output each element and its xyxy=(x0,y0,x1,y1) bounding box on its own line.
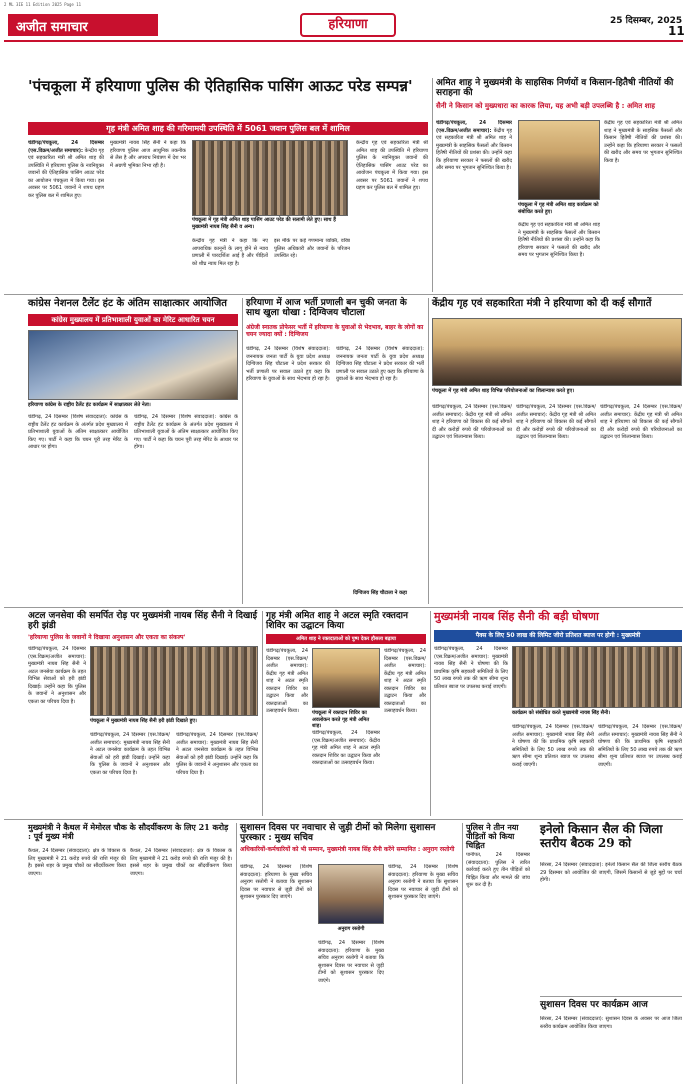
sushasan-portrait xyxy=(318,864,384,924)
column-divider xyxy=(236,823,237,1084)
amit-shah-col-1 xyxy=(436,120,512,292)
lead-col-3: केन्द्रीय गृह मंत्री ने कहा कि नए आपराधिक कानूनों के लागू होने से न्याय प्रणाली में पारदर्शिता आई है और पीड़ितों को शीघ्र न्याय मिल रहा है। xyxy=(192,238,268,267)
inelo-body: सिरसा, 24 दिसम्बर (संवाददाता): इनेलो किसान सैल की जिला स्तरीय बैठक 29 दिसम्बर को आयोजित की जाएगी, जिसमें किसानों से जुड़े मुद्दों पर चर्चा होगी। xyxy=(540,862,682,883)
column-divider xyxy=(428,298,429,604)
central-photo xyxy=(432,318,682,386)
congress-photo xyxy=(28,330,238,400)
lead-photo xyxy=(192,140,348,216)
lead-col-2: मुख्यमंत्री नायब सिंह सैनी ने कहा कि हरियाणा पुलिस आज आधुनिक तकनीक से लैस है और अपराध नियंत्रण में देश भर में अग्रणी भूमिका निभा रही है। xyxy=(110,140,186,169)
blood-camp-col-1: चंडीगढ़/पंचकूला, 24 दिसम्बर (एस.विक्रम/अजीत समाचार): केंद्रीय गृह मंत्री अमित शाह ने अटल स्मृति रक्तदान शिविर का उद्घाटन किया और रक्तदाताओं का उत्साहवर्धन किया। xyxy=(266,648,308,714)
lead-body-1: केन्द्रीय गृह एवं सहकारिता मंत्री श्री अमित शाह की उपस्थिति में हरियाणा पुलिस के नवनियुक्त जवानों की ऐतिहासिक पासिंग आउट परेड का आयोजन पंचकूला में किया गया। इस अवसर पर 5061 जवानों ने शपथ ग्रहण कर पुलिस बल में शामिल हुए। xyxy=(28,147,104,199)
central-col-2: चंडीगढ़/पंचकूला, 24 दिसम्बर (एस.विक्रम/अजीत समाचार): केंद्रीय गृह मंत्री श्री अमित शाह ने हरियाणा को विकास की कई सौगातें दीं और करोड़ों रुपये की परियोजनाओं का उद्घाटन एवं शिलान्यास किया। xyxy=(516,404,596,440)
cm-col-1: चंडीगढ़/पंचकूला, 24 दिसम्बर (एस.विक्रम/अजीत समाचार): मुख्यमंत्री नायब सिंह सैनी ने घोषणा की कि प्राथमिक कृषि सहकारी समितियों के लिए 50 लाख रुपये तक की ऋण सीमा शून्य प्रतिशत ब्याज पर उपलब्ध कराई जाएगी। xyxy=(434,646,508,690)
congress-col-1: चंडीगढ़, 24 दिसम्बर (विशेष संवाददाता): कांग्रेस के राष्ट्रीय टैलेंट हंट कार्यक्रम के अंतर्गत प्रदेश मुख्यालय में प्रतिभाशाली युवाओं के अंतिम साक्षात्कार आयोजित किए गए। पार्टी ने कहा कि चयन पूरी तरह मेरिट के आधार पर होगा। xyxy=(28,414,128,450)
central-col-3: चंडीगढ़/पंचकूला, 24 दिसम्बर (एस.विक्रम/अजीत समाचार): केंद्रीय गृह मंत्री श्री अमित शाह ने हरियाणा को विकास की कई सौगातें दीं और करोड़ों रुपये की परियोजनाओं का उद्घाटन एवं शिलान्यास किया। xyxy=(600,404,682,440)
amit-shah-col-3: केंद्रीय गृह एवं सहकारिता मंत्री श्री अमित शाह ने मुख्यमंत्री के साहसिक फैसलों और किसान हितैषी नीतियों की प्रशंसा की। उन्होंने कहा कि हरियाणा सरकार ने फसलों की खरीद और समय पर भुगतान सुनिश्चित किया है। xyxy=(604,120,682,164)
sushasan-col-1: चंडीगढ़, 24 दिसम्बर (विशेष संवाददाता): हरियाणा के मुख्य सचिव अनुराग रस्तोगी ने बताया कि सुशासन दिवस पर नवाचार से जुड़ी टीमों को सुशासन पुरस्कार दिए जाएंगे। xyxy=(240,864,312,900)
amit-shah-dateline: चंडीगढ़/पंचकूला, 24 दिसम्बर (एस.विक्रम/अजीत समाचार): xyxy=(436,120,512,134)
central-col-1: चंडीगढ़/पंचकूला, 24 दिसम्बर (एस.विक्रम/अजीत समाचार): केंद्रीय गृह मंत्री श्री अमित शाह ने हरियाणा को विकास की कई सौगातें दीं और करोड़ों रुपये की परियोजनाओं का उद्घाटन एवं शिलान्यास किया। xyxy=(432,404,512,440)
chautala-col-1: चंडीगढ़, 24 दिसम्बर (विशेष संवाददाता): जननायक जनता पार्टी के युवा प्रदेश अध्यक्ष दिग्विजय सिंह चौटाला ने प्रदेश सरकार की भर्ती प्रणाली पर सवाल उठाते हुए कहा कि हरियाणा के युवाओं के साथ भेदभाव हो रहा है। xyxy=(246,346,330,382)
lead-photo-caption: पंचकूला में गृह मंत्री अमित शाह पासिंग आउट परेड की सलामी लेते हुए। साथ हैं मुख्यमंत्री नायब सिंह सैनी व अन्य। xyxy=(192,217,336,230)
atal-col-2: चंडीगढ़/पंचकूला, 24 दिसम्बर (एस.विक्रम/अजीत समाचार): मुख्यमंत्री नायब सिंह सैनी ने अटल जनसेवा कार्यक्रम के तहत विभिन्न सेवाओं को हरी झंडी दिखाई। उन्होंने कहा कि पुलिस के जवानों ने अनुशासन और एकता का परिचय दिया है। xyxy=(90,732,170,776)
sushasan-col-3: चंडीगढ़, 24 दिसम्बर (विशेष संवाददाता): हरियाणा के मुख्य सचिव अनुराग रस्तोगी ने बताया कि सुशासन दिवस पर नवाचार से जुड़ी टीमों को सुशासन पुरस्कार दिए जाएंगे। xyxy=(388,864,458,900)
sushasan-col-2: चंडीगढ़, 24 दिसम्बर (विशेष संवाददाता): हरियाणा के मुख्य सचिव अनुराग रस्तोगी ने बताया कि सुशासन दिवस पर नवाचार से जुड़ी टीमों को सुशासन पुरस्कार दिए जाएंगे। xyxy=(318,940,384,984)
atal-col-1: चंडीगढ़/पंचकूला, 24 दिसम्बर (एस.विक्रम/अजीत समाचार): मुख्यमंत्री नायब सिंह सैनी ने अटल जनसेवा कार्यक्रम के तहत विभिन्न सेवाओं को हरी झंडी दिखाई। उन्होंने कहा कि पुलिस के जवानों ने अनुशासन और एकता का परिचय दिया है। xyxy=(28,646,86,705)
congress-caption: हरियाणा कांग्रेस के राष्ट्रीय टैलेंट हंट कार्यक्रम में साक्षात्कार लेते नेता। xyxy=(28,402,151,408)
page-number: 11 xyxy=(668,24,685,38)
inelo-headline: इनेलो किसान सैल की जिला स्तरीय बैठक 29 को xyxy=(540,822,663,850)
column-divider xyxy=(430,611,431,816)
amit-shah-caption: पंचकूला में गृह मंत्री अमित शाह कार्यक्रम को संबोधित करते हुए। xyxy=(518,202,599,215)
cm-col-2: चंडीगढ़/पंचकूला, 24 दिसम्बर (एस.विक्रम/अजीत समाचार): मुख्यमंत्री नायब सिंह सैनी ने घोषणा की कि प्राथमिक कृषि सहकारी समितियों के लिए 50 लाख रुपये तक की ऋण सीमा शून्य प्रतिशत ब्याज पर उपलब्ध कराई जाएगी। xyxy=(512,724,594,768)
chautala-headline: हरियाणा में आज भर्ती प्रणाली बन चुकी जनता के साथ खुला धोखा : दिग्विजय चौटाला xyxy=(246,298,407,319)
blood-camp-col-3: चंडीगढ़/पंचकूला, 24 दिसम्बर (एस.विक्रम/अजीत समाचार): केंद्रीय गृह मंत्री अमित शाह ने अटल स्मृति रक्तदान शिविर का उद्घाटन किया और रक्तदाताओं का उत्साहवर्धन किया। xyxy=(384,648,426,714)
column-divider xyxy=(432,78,433,292)
central-caption: पंचकूला में गृह मंत्री अमित शाह विभिन्न परियोजनाओं का शिलान्यास करते हुए। xyxy=(432,388,575,394)
sushasan-portrait-caption: अनुराग रस्तोगी xyxy=(337,926,365,932)
lead-col-1 xyxy=(28,140,104,290)
atal-headline: अटल जनसेवा की समर्पित रोड़ पर मुख्यमंत्री नायब सिंह सैनी ने दिखाई हरी झंडी xyxy=(28,611,258,632)
cm-headline: मुख्यमंत्री नायब सिंह सैनी की बड़ी घोषणा xyxy=(434,610,599,623)
section-divider xyxy=(4,607,683,608)
cm-caption: कार्यक्रम को संबोधित करते मुख्यमंत्री नायब सिंह सैनी। xyxy=(512,710,611,716)
congress-headline: कांग्रेस नेशनल टैलेंट हंट के अंतिम साक्षात्कार आयोजित xyxy=(28,298,228,309)
atal-caption: पंचकूला में मुख्यमंत्री नायब सिंह सैनी हरी झंडी दिखाते हुए। xyxy=(90,718,197,724)
police-body: पानीपत, 24 दिसम्बर (संवाददाता): पुलिस ने त्वरित कार्रवाई करते हुए तीन पीड़ितों को चिह्नित किया और मामले की जांच शुरू कर दी है। xyxy=(466,852,530,888)
central-headline: केंद्रीय गृह एवं सहकारिता मंत्री ने हरियाणा को दी कई सौगातें xyxy=(432,298,652,309)
issue-date: 25 दिसम्बर, 2025 xyxy=(610,16,683,26)
blood-camp-caption: पंचकूला में रक्तदान शिविर का अवलोकन करते गृह मंत्री अमित शाह। xyxy=(312,710,370,729)
congress-band: कांग्रेस मुख्यालय में प्रतिभाशाली युवाओं का मेरिट आधारित चयन xyxy=(28,314,238,326)
inelo-divider xyxy=(540,996,682,997)
section-divider xyxy=(4,819,683,820)
atal-photo xyxy=(90,646,258,716)
column-divider xyxy=(462,823,463,1084)
sushasan-program-headline: सुशासन दिवस पर कार्यक्रम आज xyxy=(540,1000,648,1010)
amit-shah-headline: अमित शाह ने मुख्यमंत्री के साहसिक निर्णयों व किसान-हितैषी नीतियों की सराहना की xyxy=(436,78,674,99)
section-divider xyxy=(4,294,683,295)
column-divider xyxy=(242,298,243,604)
print-slug: 2 ML 3IE 11 Edition 2025 Page 11 xyxy=(4,2,82,7)
lead-col-4: इस मौके पर कई गणमान्य व्यक्ति, वरिष्ठ पुलिस अधिकारी और जवानों के परिजन उपस्थित रहे। xyxy=(274,238,350,259)
chautala-subhead: अंग्रेजी स्नातक प्रोफेसर भर्ती में हरियाणा के युवाओं से भेदभाव, बाहर के लोगों का चयन ज्यादा क्यों : दिग्विजय xyxy=(246,324,424,339)
lead-dateline: चंडीगढ़/पंचकूला, 24 दिसम्बर (एस.विक्रम/अजीत समाचार): xyxy=(28,140,104,154)
cm-photo xyxy=(512,646,682,708)
sushasan-headline: सुशासन दिवस पर नवाचार से जुड़ी टीमों को मिलेगा सुशासन पुरस्कार : मुख्य सचिव xyxy=(240,823,436,844)
police-headline: पुलिस ने तीन नया पीड़ितों को किया चिह्नित xyxy=(466,822,519,851)
congress-col-2: चंडीगढ़, 24 दिसम्बर (विशेष संवाददाता): कांग्रेस के राष्ट्रीय टैलेंट हंट कार्यक्रम के अंतर्गत प्रदेश मुख्यालय में प्रतिभाशाली युवाओं के अंतिम साक्षात्कार आयोजित किए गए। पार्टी ने कहा कि चयन पूरी तरह मेरिट के आधार पर होगा। xyxy=(134,414,238,450)
masthead-rule xyxy=(4,40,683,42)
chautala-footnote: दिग्विजय सिंह चौटाला ने कहा xyxy=(353,590,407,596)
section-title: हरियाणा xyxy=(300,13,396,37)
sushasan-program-body: सिरसा, 24 दिसम्बर (संवाददाता): सुशासन दिवस के अवसर पर आज जिला स्तरीय कार्यक्रम आयोजित किया जाएगा। xyxy=(540,1016,682,1030)
atal-col-3: चंडीगढ़/पंचकूला, 24 दिसम्बर (एस.विक्रम/अजीत समाचार): मुख्यमंत्री नायब सिंह सैनी ने अटल जनसेवा कार्यक्रम के तहत विभिन्न सेवाओं को हरी झंडी दिखाई। उन्होंने कहा कि पुलिस के जवानों ने अनुशासन और एकता का परिचय दिया है। xyxy=(176,732,258,776)
kaithal-col-1: कैथल, 24 दिसम्बर (संवाददाता): क्षेत्र के विकास के लिए मुख्यमंत्री ने 21 करोड़ रुपये की राशि मंजूर की है। इससे शहर के प्रमुख चौकों का सौंदर्यीकरण किया जाएगा। xyxy=(28,848,126,877)
atal-subhead: 'हरियाणा पुलिस के जवानों ने दिखाया अनुशासन और एकता का संकल्प' xyxy=(28,634,186,641)
blood-camp-col-2: चंडीगढ़/पंचकूला, 24 दिसम्बर (एस.विक्रम/अजीत समाचार): केंद्रीय गृह मंत्री अमित शाह ने अटल स्मृति रक्तदान शिविर का उद्घाटन किया और रक्तदाताओं का उत्साहवर्धन किया। xyxy=(312,730,380,766)
blood-camp-band: अमित शाह ने रक्तदाताओं को पुष्प देकर हौसला बढ़ाया xyxy=(266,634,426,644)
amit-shah-photo xyxy=(518,120,600,200)
lead-headline: 'पंचकूला में हरियाणा पुलिस की ऐतिहासिक पासिंग आऊट परेड सम्पन्न' xyxy=(28,77,413,95)
cm-col-3: चंडीगढ़/पंचकूला, 24 दिसम्बर (एस.विक्रम/अजीत समाचार): मुख्यमंत्री नायब सिंह सैनी ने घोषणा की कि प्राथमिक कृषि सहकारी समितियों के लिए 50 लाख रुपये तक की ऋण सीमा शून्य प्रतिशत ब्याज पर उपलब्ध कराई जाएगी। xyxy=(598,724,682,768)
lead-col-5: केन्द्रीय गृह एवं सहकारिता मंत्री श्री अमित शाह की उपस्थिति में हरियाणा पुलिस के नवनियुक्त जवानों की ऐतिहासिक पासिंग आउट परेड का आयोजन पंचकूला में किया गया। इस अवसर पर 5061 जवानों ने शपथ ग्रहण कर पुलिस बल में शामिल हुए। xyxy=(356,140,428,191)
kaithal-col-2: कैथल, 24 दिसम्बर (संवाददाता): क्षेत्र के विकास के लिए मुख्यमंत्री ने 21 करोड़ रुपये की राशि मंजूर की है। इससे शहर के प्रमुख चौकों का सौंदर्यीकरण किया जाएगा। xyxy=(130,848,232,877)
chautala-col-2: चंडीगढ़, 24 दिसम्बर (विशेष संवाददाता): जननायक जनता पार्टी के युवा प्रदेश अध्यक्ष दिग्विजय सिंह चौटाला ने प्रदेश सरकार की भर्ती प्रणाली पर सवाल उठाते हुए कहा कि हरियाणा के युवाओं के साथ भेदभाव हो रहा है। xyxy=(336,346,424,382)
lead-band: गृह मंत्री अमित शाह की गरिमामयी उपस्थिति में 5061 जवान पुलिस बल में शामिल xyxy=(28,122,428,135)
amit-shah-subhead: सैनी ने किसान को मुख्यधारा का कारक लिया, यह अभी बड़ी उपलब्धि है : अमित शाह xyxy=(436,102,655,110)
amit-shah-col-2: केंद्रीय गृह एवं सहकारिता मंत्री श्री अमित शाह ने मुख्यमंत्री के साहसिक फैसलों और किसान हितैषी नीतियों की प्रशंसा की। उन्होंने कहा कि हरियाणा सरकार ने फसलों की खरीद और समय पर भुगतान सुनिश्चित किया है। xyxy=(518,222,600,258)
blood-camp-headline: गृह मंत्री अमित शाह ने अटल स्मृति रक्तदान शिविर का उद्घाटन किया xyxy=(266,611,409,632)
kaithal-headline: मुख्यमंत्री ने कैथल में मेमोरल चौक के सौदर्यीकरण के लिए 21 करोड़ : पूर्व मुख्य मंत्री xyxy=(28,822,229,842)
cm-band: पैक्स के लिए 50 लाख की लिमिट जीरो प्रतिशत ब्याज पर होगी : मुख्यमंत्री xyxy=(434,630,682,642)
sushasan-subhead: अधिकारियों-कर्मचारियों को भी सम्मान, मुख्यमंत्री नायब सिंह सैनी करेंगे सम्मानित : अनुराग रस्तोगी xyxy=(240,846,455,853)
amit-shah-body: केंद्रीय गृह एवं सहकारिता मंत्री श्री अमित शाह ने मुख्यमंत्री के साहसिक फैसलों और किसान हितैषी नीतियों की प्रशंसा की। उन्होंने कहा कि हरियाणा सरकार ने फसलों की खरीद और समय पर भुगतान सुनिश्चित किया है। xyxy=(436,127,512,171)
column-divider xyxy=(262,611,263,816)
blood-camp-photo xyxy=(312,648,380,708)
newspaper-brand: अजीत समाचार xyxy=(8,14,158,36)
